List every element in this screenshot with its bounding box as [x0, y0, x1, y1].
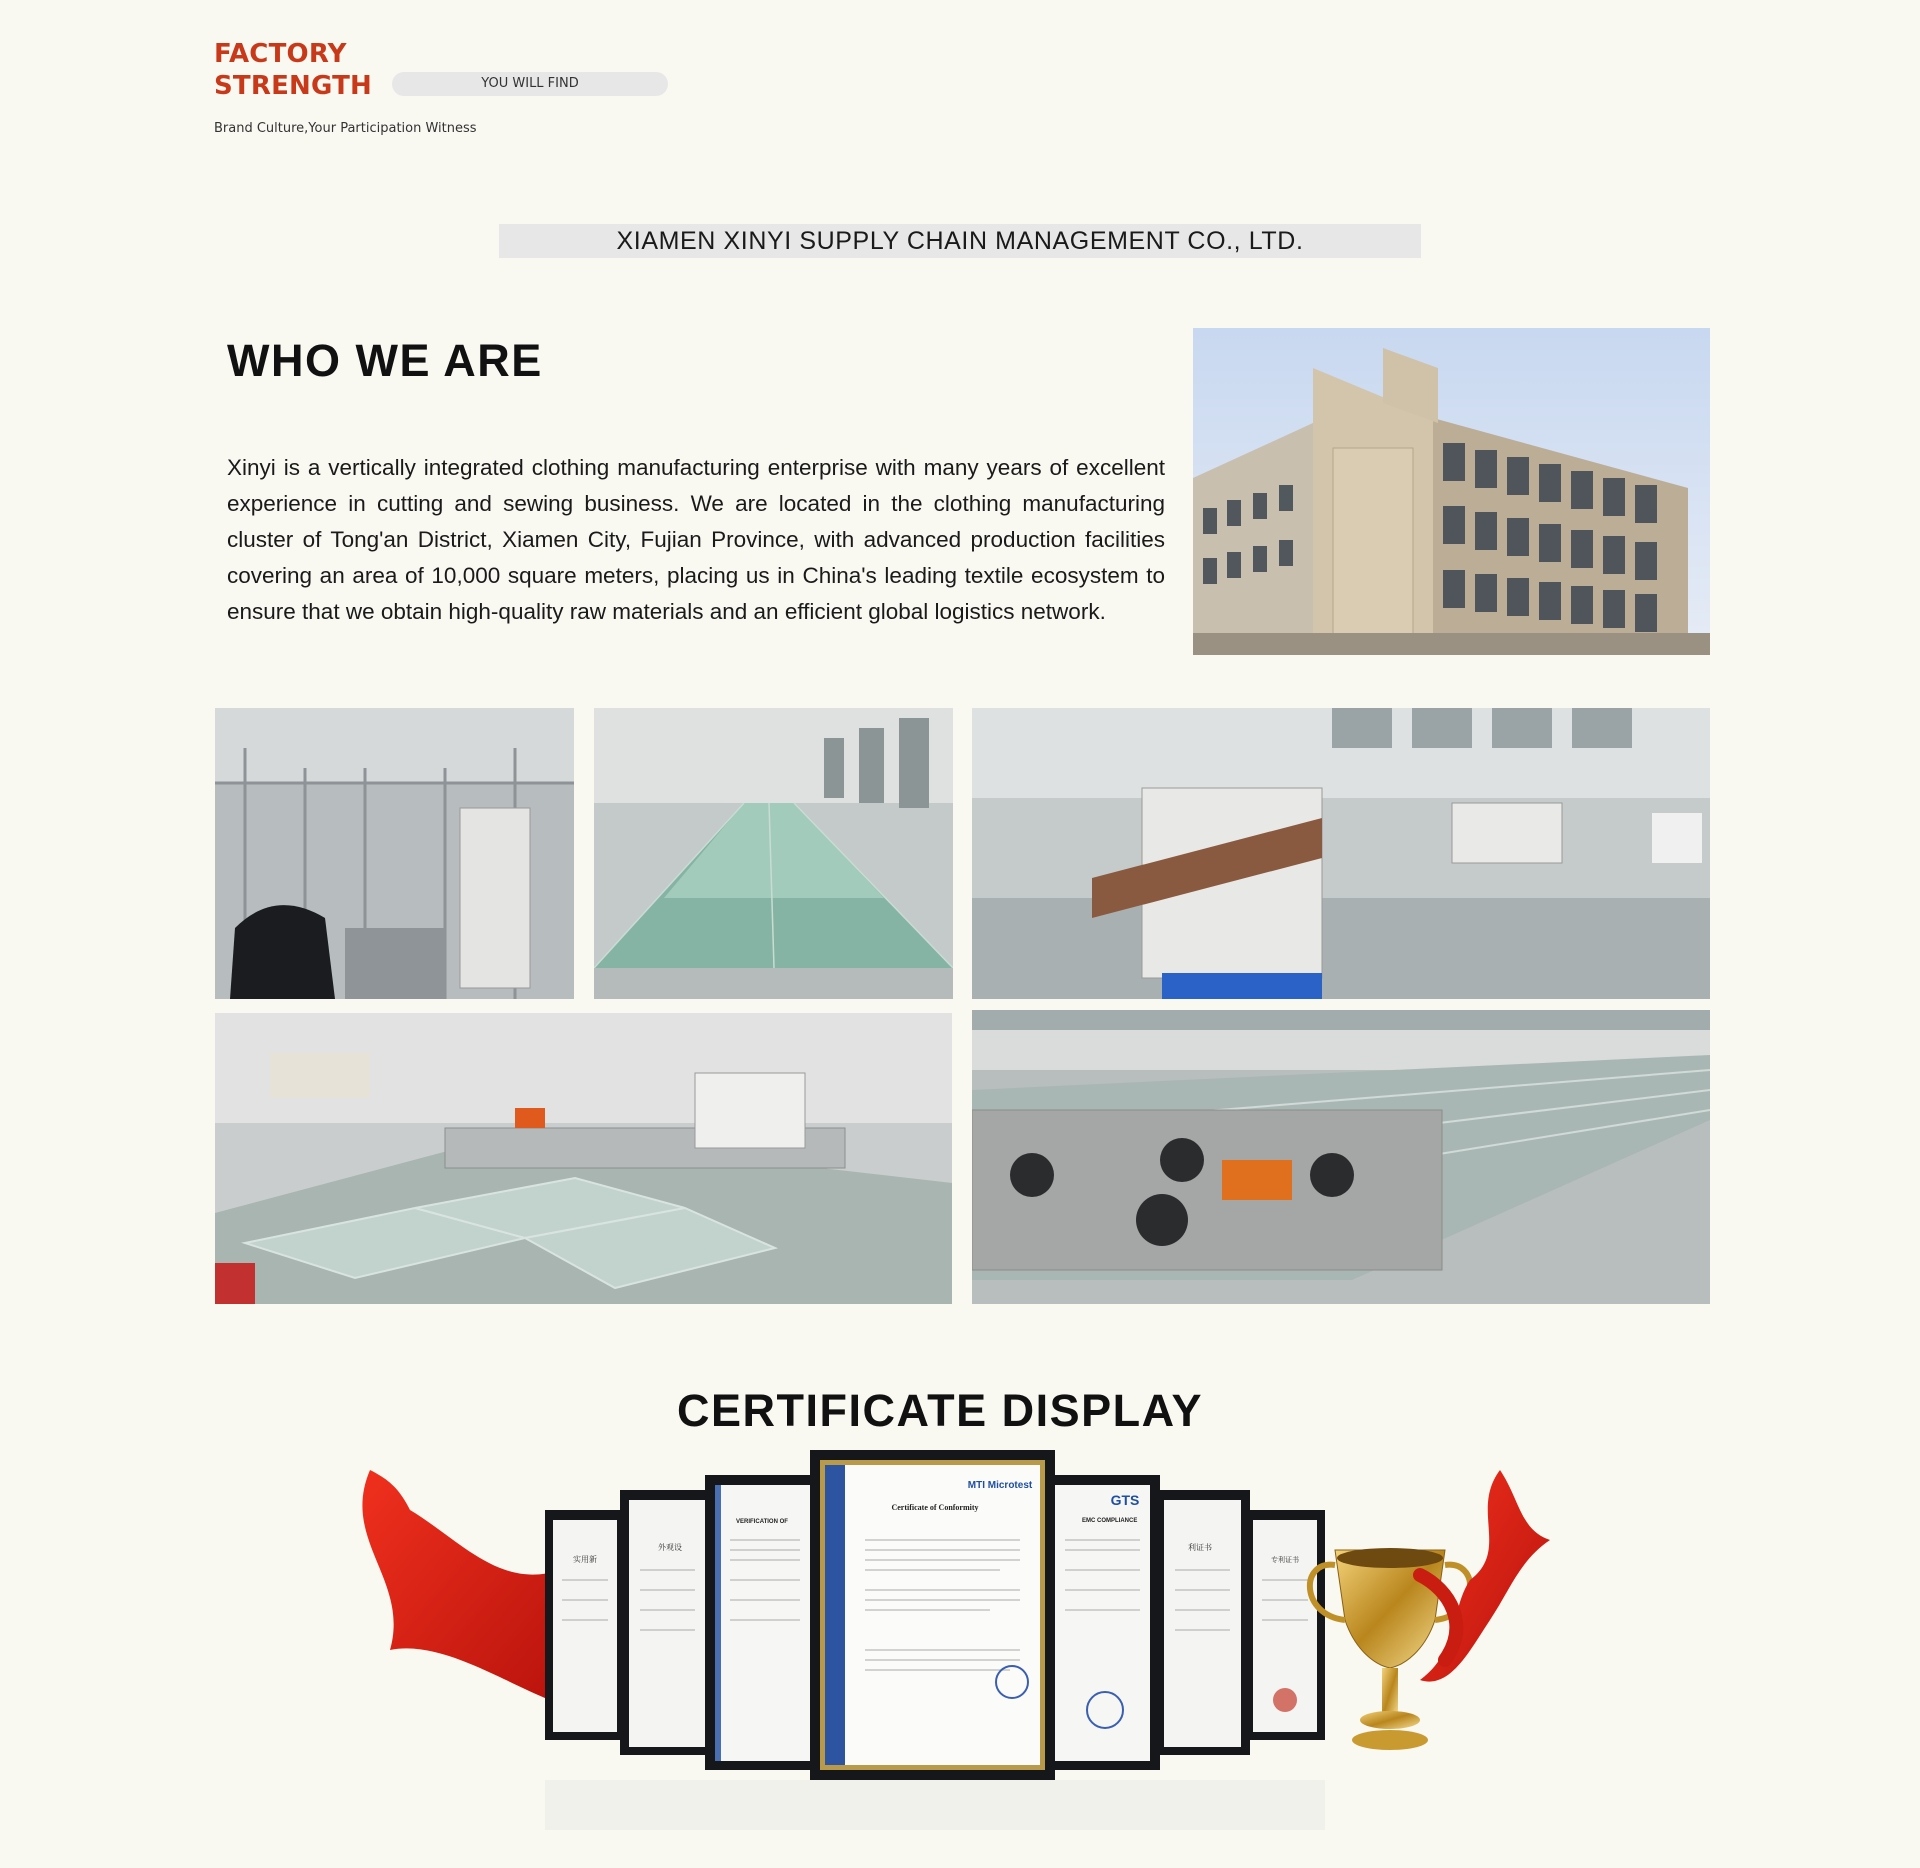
title-line-2: STRENGTH	[214, 71, 372, 101]
certificate-frame-2	[620, 1490, 715, 1755]
who-we-are-text: Xinyi is a vertically integrated clothing manufacturing enterprise with many years of excellent experience in cutting and sewing business. We are located in the clothing manufacturing cluster of Tong'an District, Xiamen City, Fujian Province, with advanced production facilities covering an area of 10,000 square meters, placing us in China's leading textile ecosystem to ensure that we obtain high-quality raw materials and an efficient global logistics network.	[227, 455, 1165, 624]
gts-brand: GTS	[1110, 1492, 1140, 1508]
certificate-frame-main	[810, 1450, 1055, 1780]
tagline: Brand Culture,Your Participation Witness	[214, 121, 477, 136]
certificate-frame-1	[545, 1510, 625, 1740]
gts-cert-title: EMC COMPLIANCE	[1082, 1518, 1138, 1524]
who-we-are-heading: WHO WE ARE	[227, 335, 543, 386]
you-will-find-pill: YOU WILL FIND	[392, 72, 668, 96]
cn-cert-3: 利证书	[1188, 1543, 1212, 1552]
cn-cert-2: 外观设	[658, 1543, 682, 1552]
red-ribbon-left	[362, 1470, 560, 1700]
factory-strength-title	[214, 38, 372, 102]
printing-machine-photo	[215, 1013, 952, 1304]
company-name-banner: XIAMEN XINYI SUPPLY CHAIN MANAGEMENT CO., LTD.	[499, 224, 1421, 258]
conveyor-dryer-photo	[972, 708, 1710, 999]
main-cert-brand: MTI Microtest	[967, 1480, 1033, 1491]
factory-building-photo	[1193, 328, 1710, 655]
printing-tables-photo	[594, 708, 953, 999]
sewing-workshop-photo	[215, 708, 574, 999]
certificate-frame-6	[1155, 1490, 1250, 1755]
main-cert-title: Certificate of Conformity	[891, 1503, 979, 1512]
cn-cert-4: 专利证书	[1271, 1556, 1299, 1564]
long-printing-line-photo	[972, 1010, 1710, 1304]
certificates-display	[350, 1450, 1600, 1850]
certificate-display-heading: CERTIFICATE DISPLAY	[676, 1385, 1204, 1436]
cn-cert-1: 实用新	[573, 1555, 597, 1564]
verification-title: VERIFICATION OF	[736, 1519, 788, 1525]
title-line-1: FACTORY	[214, 39, 347, 69]
